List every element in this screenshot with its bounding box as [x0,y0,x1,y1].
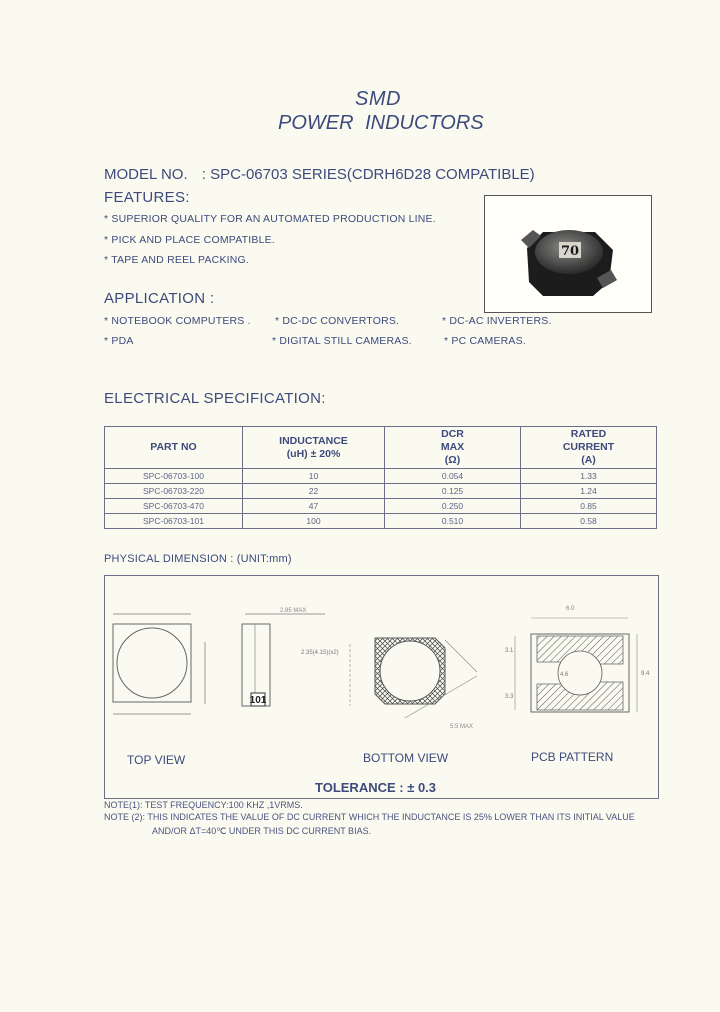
bottom-view-drawing [301,638,477,730]
application-item: * NOTEBOOK COMPUTERS . [104,315,251,327]
spec-header-row [105,427,657,469]
note-3: AND/OR ΔT=40℃ UNDER THIS DC CURRENT BIAS. [152,826,372,836]
cell-dcr: 0.250 [385,499,521,514]
svg-text:70: 70 [560,244,580,259]
table-row [105,484,657,499]
side-view-drawing [242,608,325,706]
table-row [105,469,657,484]
cell-inductance: 10 [243,469,385,484]
cell-current: 0.58 [521,514,657,529]
dimension-drawing-box [104,575,659,799]
feature-item: * SUPERIOR QUALITY FOR AN AUTOMATED PRODUCTION LINE. [104,213,436,225]
application-item: * PDA [104,335,134,347]
bottom-view-label: BOTTOM VIEW [363,751,449,765]
table-row [105,499,657,514]
cell-current: 1.24 [521,484,657,499]
cell-current: 0.85 [521,499,657,514]
application-heading: APPLICATION : [104,290,215,307]
cell-part: SPC-06703-101 [105,514,243,529]
title-power-inductors: POWER INDUCTORS [278,112,484,134]
dim-diag: 5.5 MAX [450,724,474,730]
header-part-no [105,427,243,469]
model-label: MODEL NO. [104,166,188,183]
dim-side-width: 2.85 MAX [280,608,307,614]
cell-dcr: 0.125 [385,484,521,499]
application-item: * DC-AC INVERTERS. [442,315,552,327]
dim-pcb-center: 4.6 [560,672,569,678]
application-item: * PC CAMERAS. [444,335,526,347]
pcb-pattern-drawing [505,606,650,712]
cell-part: SPC-06703-100 [105,469,243,484]
header-inductance-l2: (uH) ± 20% [286,447,341,460]
cell-part: SPC-06703-220 [105,484,243,499]
model-value: : SPC-06703 SERIES(CDRH6D28 COMPATIBLE) [201,166,535,183]
cell-current: 1.33 [521,469,657,484]
header-current-l3: (A) [581,454,596,466]
top-view-label: TOP VIEW [127,753,186,767]
header-inductance [243,427,385,469]
electrical-heading: ELECTRICAL SPECIFICATION: [104,390,326,407]
header-dcr-l3: (Ω) [444,454,461,466]
header-current [521,427,657,469]
table-row [105,514,657,529]
application-item: * DIGITAL STILL CAMERAS. [272,335,412,347]
top-view-drawing [113,614,205,714]
dim-pcb-right: 9.4 [641,671,650,677]
dim-bottom-label: 2.35(4.15)(x2) [301,650,339,656]
dim-pcb-top: 6.0 [566,606,575,612]
chip-mark-text: 101 [249,695,267,706]
note-2: NOTE (2): THIS INDICATES THE VALUE OF DC CURRENT WHICH THE INDUCTANCE IS 25% LOWER THAN ITS INITIAL VALUE [104,812,635,822]
header-dcr-l1: DCR [441,428,464,440]
header-current-l2: CURRENT [562,441,615,453]
header-part-no-label: PART NO [150,441,197,453]
spec-table [104,426,657,529]
cell-dcr: 0.510 [385,514,521,529]
cell-part: SPC-06703-470 [105,499,243,514]
feature-item: * PICK AND PLACE COMPATIBLE. [104,234,275,246]
application-item: * DC-DC CONVERTORS. [275,315,400,327]
pcb-pattern-label: PCB PATTERN [531,750,614,764]
note-1: NOTE(1): TEST FREQUENCY:100 KHZ ,1VRMS. [104,800,303,810]
cell-inductance: 47 [243,499,385,514]
header-dcr-l2: MAX [440,441,465,453]
title-smd: SMD [355,88,401,110]
product-photo [484,195,652,313]
physical-heading: PHYSICAL DIMENSION : (UNIT:mm) [104,553,292,565]
cell-dcr: 0.054 [385,469,521,484]
features-heading: FEATURES: [104,189,190,206]
header-inductance-l1: INDUCTANCE [279,434,348,447]
feature-item: * TAPE AND REEL PACKING. [104,254,250,266]
cell-inductance: 22 [243,484,385,499]
header-dcr [385,427,521,469]
tolerance-text: TOLERANCE : ± 0.3 [315,780,437,795]
cell-inductance: 100 [243,514,385,529]
dim-pcb-h2: 3.3 [505,694,514,700]
dim-pcb-h1: 3.1 [505,648,514,654]
model-number [104,166,535,183]
inductor-photo-image [485,196,651,312]
header-current-l1: RATED [570,428,607,440]
